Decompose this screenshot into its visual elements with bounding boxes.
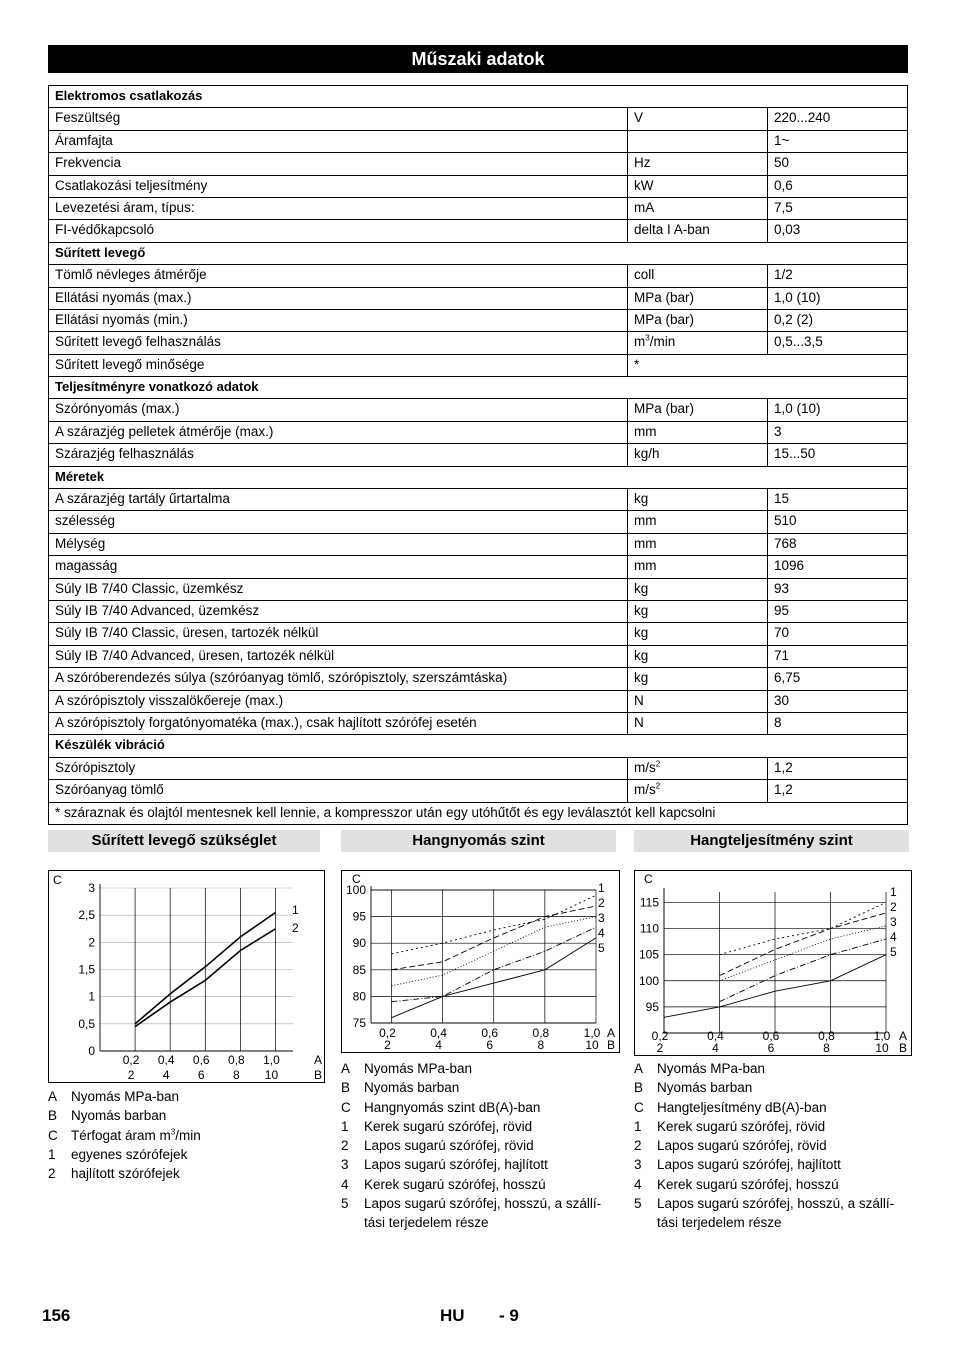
x-axis-label-primary: A: [607, 1026, 616, 1040]
chart-frame: [635, 871, 912, 1056]
spec-unit: [628, 130, 768, 152]
spec-row: [49, 175, 908, 197]
spec-row: [49, 287, 908, 309]
legend-item: [48, 1126, 318, 1145]
spec-label: A szárazjég pelletek átmérője (max.): [49, 421, 628, 443]
y-tick-label: 0: [88, 1044, 95, 1058]
x-tick-label-primary: 0,2: [122, 1053, 140, 1067]
chart-air-consumption: [48, 870, 326, 1085]
y-tick-label: 1: [88, 989, 95, 1004]
series-label: 2: [292, 921, 299, 935]
legend-key: 4: [341, 1176, 349, 1192]
x-tick-label-primary: 0,6: [481, 1026, 499, 1040]
legend-key: 4: [634, 1176, 642, 1192]
legend-text: Kerek sugarú szórófej, hosszú: [364, 1176, 546, 1192]
series-label: 5: [890, 945, 897, 959]
legend-item: [48, 1145, 318, 1164]
series-label: 2: [598, 896, 605, 910]
legend-item: [634, 1155, 919, 1174]
x-tick-label-primary: 1,0: [583, 1026, 601, 1040]
x-axis-label-secondary: B: [899, 1041, 908, 1055]
y-tick-label: 85: [352, 962, 366, 977]
series-label: 3: [890, 915, 897, 929]
legend-key: [341, 1213, 364, 1232]
spec-row: [49, 220, 908, 242]
spec-label: FI-védőkapcsoló: [49, 220, 628, 242]
legend-item: [634, 1059, 919, 1078]
legend-key: A: [634, 1061, 644, 1076]
spec-label: Súly IB 7/40 Classic, üzemkész: [49, 578, 628, 600]
spec-label: A szórópisztoly visszalökőereje (max.): [49, 690, 628, 712]
spec-value: 30: [768, 690, 908, 712]
spec-value: 510: [768, 511, 908, 533]
legend-text: Hangnyomás szint dB(A)-ban: [364, 1099, 541, 1115]
x-tick-label-primary: 0,8: [228, 1053, 245, 1067]
spec-unit: N: [628, 712, 768, 734]
spec-value: 1,2: [768, 780, 908, 802]
spec-label: szélesség: [49, 511, 628, 533]
legend-text: hajlított szórófejek: [71, 1166, 180, 1182]
spec-unit: kg: [628, 489, 768, 511]
spec-unit: kg: [628, 578, 768, 600]
y-tick-label: 95: [352, 909, 366, 924]
series-label: 3: [598, 911, 605, 925]
legend-key: B: [48, 1108, 58, 1124]
spec-label: Mélység: [49, 533, 628, 555]
spec-row: [49, 421, 908, 443]
spec-row: [49, 108, 908, 130]
spec-label: Tömlő névleges átmérője: [49, 265, 628, 287]
spec-unit: *: [628, 354, 908, 376]
spec-row: [49, 197, 908, 219]
x-tick-label-secondary: 10: [585, 1038, 599, 1052]
legend-item: [341, 1117, 626, 1136]
spec-unit: mm: [628, 556, 768, 578]
legend-text: Nyomás barban: [71, 1108, 167, 1124]
spec-value: 3: [768, 421, 908, 443]
spec-row: [49, 757, 908, 779]
x-tick-label-primary: 1,0: [263, 1053, 280, 1067]
legend-text: Lapos sugarú szórófej, rövid: [657, 1138, 827, 1154]
legend-air: [48, 1087, 318, 1183]
spec-unit: kW: [628, 175, 768, 197]
legend-key: 2: [48, 1166, 56, 1182]
spec-label: Sűrített levegő minősége: [49, 354, 628, 376]
legend-key: A: [341, 1061, 351, 1076]
legend-item: [48, 1164, 318, 1183]
legend-text: Kerek sugarú szórófej, rövid: [657, 1118, 826, 1134]
legend-text: Lapos sugarú szórófej, hosszú, a szállí-: [364, 1196, 602, 1212]
legend-text: Kerek sugarú szórófej, hosszú: [657, 1176, 839, 1192]
spec-value: 1/2: [768, 265, 908, 287]
legend-item: [341, 1175, 626, 1194]
legend-text: Nyomás MPa-ban: [364, 1061, 473, 1076]
x-tick-label-secondary: 6: [767, 1041, 775, 1055]
x-tick-label-primary: 0,8: [818, 1029, 835, 1043]
legend-text: Nyomás MPa-ban: [657, 1061, 766, 1076]
spec-value: 7,5: [768, 197, 908, 219]
legend-key: 2: [634, 1138, 642, 1154]
legend-item: [634, 1098, 919, 1117]
spec-label: Ellátási nyomás (min.): [49, 309, 628, 331]
series-label: 4: [598, 926, 605, 940]
x-tick-label-primary: 0,4: [430, 1026, 447, 1040]
spec-label: Levezetési áram, típus:: [49, 197, 628, 219]
legend-text: Lapos sugarú szórófej, hajlított: [364, 1157, 548, 1173]
y-tick-label: 110: [639, 921, 659, 936]
page-number: 156: [42, 1306, 71, 1325]
series-label: 1: [292, 903, 299, 917]
legend-item: [341, 1136, 626, 1155]
x-tick-label-secondary: 2: [384, 1038, 391, 1052]
spec-label: Súly IB 7/40 Classic, üresen, tartozék nélkül: [49, 623, 628, 645]
spec-value: 1096: [768, 556, 908, 578]
legend-text: tási terjedelem része: [364, 1215, 489, 1231]
legend-text: Nyomás barban: [657, 1080, 753, 1096]
spec-unit: Hz: [628, 153, 768, 175]
legend-text: egyenes szórófejek: [71, 1146, 188, 1162]
spec-unit: delta I A-ban: [628, 220, 768, 242]
section-heading: Méretek: [49, 466, 908, 488]
x-tick-label-secondary: 8: [823, 1041, 830, 1055]
spec-value: 0,5...3,5: [768, 332, 908, 354]
spec-row: [49, 623, 908, 645]
y-tick-label: 100: [638, 973, 659, 988]
section-heading: Elektromos csatlakozás: [49, 86, 908, 108]
spec-row: [49, 780, 908, 802]
legend-sound-pressure: [341, 1059, 626, 1233]
y-axis-label: C: [53, 873, 62, 887]
spec-unit: coll: [628, 265, 768, 287]
legend-key: 3: [341, 1157, 349, 1173]
legend-text: Lapos sugarú szórófej, rövid: [364, 1138, 534, 1154]
legend-text: Nyomás MPa-ban: [71, 1089, 180, 1104]
spec-value: 0,2 (2): [768, 309, 908, 331]
spec-unit: $m/s^2$: [628, 757, 768, 779]
spec-value: 70: [768, 623, 908, 645]
spec-value: 1~: [768, 130, 908, 152]
x-tick-label-secondary: 6: [486, 1038, 494, 1052]
spec-value: 6,75: [768, 668, 908, 690]
legend-key: B: [341, 1080, 351, 1096]
spec-row: [49, 354, 908, 376]
y-tick-label: 105: [638, 947, 659, 962]
spec-label: A szórópisztoly forgatónyomatéka (max.), csak hajlított szórófej esetén: [49, 712, 628, 734]
legend-item: [634, 1136, 919, 1155]
legend-item: [634, 1117, 919, 1136]
spec-unit: V: [628, 108, 768, 130]
spec-unit: kg: [628, 600, 768, 622]
spec-value: 71: [768, 645, 908, 667]
spec-row: [49, 309, 908, 331]
spec-unit: mm: [628, 533, 768, 555]
spec-value: 95: [768, 600, 908, 622]
legend-text: Kerek sugarú szórófej, rövid: [364, 1118, 533, 1134]
legend-text: Térfogat áram $m^3/\min$: [71, 1127, 201, 1143]
spec-unit: N: [628, 690, 768, 712]
series-label: 2: [890, 900, 897, 914]
chart-sound-pressure: [341, 870, 621, 1055]
spec-unit: kg: [628, 623, 768, 645]
y-tick-label: 115: [639, 895, 659, 910]
chart-sound-power: [634, 870, 914, 1058]
x-tick-label-primary: 0,2: [651, 1029, 669, 1043]
spec-row: [49, 533, 908, 555]
legend-item: [341, 1155, 626, 1174]
legend-text: Nyomás barban: [364, 1080, 460, 1096]
x-tick-label-secondary: 8: [233, 1068, 240, 1082]
x-tick-label-secondary: 8: [537, 1038, 545, 1052]
spec-row: [49, 668, 908, 690]
spec-label: Sűrített levegő felhasználás: [49, 332, 628, 354]
footer-language-page: - 9: [499, 1306, 519, 1325]
spec-label: Áramfajta: [49, 130, 628, 152]
spec-label: Csatlakozási teljesítmény: [49, 175, 628, 197]
spec-label: Szórópisztoly: [49, 757, 628, 779]
y-tick-label: 2,5: [78, 908, 95, 923]
spec-unit: $m/s^2$: [628, 780, 768, 802]
spec-value: 768: [768, 533, 908, 555]
y-tick-label: 2: [88, 935, 95, 950]
spec-unit: kg/h: [628, 444, 768, 466]
legend-item: [341, 1078, 626, 1097]
section-heading: Készülék vibráció: [49, 735, 908, 757]
spec-label: Ellátási nyomás (max.): [49, 287, 628, 309]
spec-label: Szórónyomás (max.): [49, 399, 628, 421]
x-axis-label-secondary: B: [607, 1038, 616, 1052]
spec-unit: MPa (bar): [628, 399, 768, 421]
x-tick-label-secondary: 4: [712, 1041, 719, 1055]
spec-row: [49, 265, 908, 287]
x-axis-label-secondary: B: [314, 1068, 323, 1082]
graph-heading-sound-pressure: Hangnyomás szint: [341, 830, 616, 852]
spec-row: [49, 153, 908, 175]
x-tick-label-primary: 0,2: [379, 1026, 396, 1040]
y-tick-label: 0,5: [78, 1016, 95, 1031]
spec-unit: mm: [628, 421, 768, 443]
spec-row: [49, 130, 908, 152]
spec-unit: mm: [628, 511, 768, 533]
y-tick-label: 1,5: [78, 962, 95, 977]
spec-unit: kg: [628, 668, 768, 690]
legend-item: [634, 1078, 919, 1097]
section-heading: Sűrített levegő: [49, 242, 908, 264]
y-tick-label: 95: [645, 999, 659, 1014]
spec-value: 15...50: [768, 444, 908, 466]
series-label: 5: [598, 941, 605, 955]
y-tick-label: 3: [88, 881, 95, 895]
spec-table: [48, 85, 908, 825]
x-tick-label-secondary: 10: [875, 1041, 889, 1055]
legend-key: 1: [634, 1118, 642, 1134]
graph-heading-sound-power: Hangteljesítmény szint: [634, 830, 909, 852]
footnote: * száraznak és olajtól mentesnek kell lennie, a kompresszor után egy utóhűtőt és egy leválasztót kell kapcsolni: [49, 802, 908, 824]
x-tick-label-secondary: 2: [127, 1068, 135, 1082]
page-title: Műszaki adatok: [48, 45, 908, 73]
series-label: 1: [598, 881, 605, 895]
legend-key: C: [341, 1099, 351, 1115]
spec-row: [49, 600, 908, 622]
x-tick-label-secondary: 10: [264, 1068, 279, 1082]
series-label: 1: [890, 885, 897, 899]
y-axis-label: C: [352, 872, 361, 886]
x-tick-label-primary: 0,4: [157, 1053, 175, 1067]
spec-row: [49, 399, 908, 421]
y-tick-label: 75: [352, 1016, 366, 1030]
x-tick-label-primary: 0,6: [192, 1053, 210, 1067]
spec-value: 93: [768, 578, 908, 600]
legend-key: C: [48, 1127, 58, 1143]
series-label: 4: [890, 930, 897, 944]
spec-value: 8: [768, 712, 908, 734]
legend-text: Lapos sugarú szórófej, hajlított: [657, 1157, 841, 1173]
spec-value: 1,2: [768, 757, 908, 779]
legend-key: C: [634, 1099, 644, 1115]
legend-item: [341, 1059, 626, 1078]
spec-label: Súly IB 7/40 Advanced, üresen, tartozék nélkül: [49, 645, 628, 667]
legend-key: 1: [48, 1146, 56, 1162]
spec-label: Szóróanyag tömlő: [49, 780, 628, 802]
graph-heading-air: Sűrített levegő szükséglet: [48, 830, 320, 852]
spec-value: 50: [768, 153, 908, 175]
legend-item: [634, 1194, 919, 1213]
y-tick-label: 80: [352, 989, 366, 1004]
spec-value: 0,6: [768, 175, 908, 197]
legend-key: 1: [341, 1118, 349, 1134]
x-tick-label-secondary: 4: [435, 1038, 442, 1052]
legend-item: [634, 1213, 919, 1232]
legend-text: Hangteljesítmény dB(A)-ban: [657, 1099, 827, 1115]
spec-row: [49, 444, 908, 466]
spec-value: 1,0 (10): [768, 399, 908, 421]
spec-label: Frekvencia: [49, 153, 628, 175]
legend-text: tási terjedelem része: [657, 1215, 782, 1231]
spec-label: magasság: [49, 556, 628, 578]
section-heading: Teljesítményre vonatkozó adatok: [49, 377, 908, 399]
x-axis-label-primary: A: [314, 1053, 323, 1067]
spec-unit: MPa (bar): [628, 309, 768, 331]
x-tick-label-primary: 1,0: [873, 1029, 891, 1043]
spec-row: [49, 511, 908, 533]
y-tick-label: 90: [352, 936, 366, 951]
spec-label: Súly IB 7/40 Advanced, üzemkész: [49, 600, 628, 622]
spec-value: 0,03: [768, 220, 908, 242]
legend-item: [634, 1175, 919, 1194]
x-axis-label-primary: A: [899, 1029, 908, 1043]
legend-key: A: [48, 1089, 58, 1104]
spec-row: [49, 489, 908, 511]
spec-row: [49, 556, 908, 578]
y-axis-label: C: [644, 872, 653, 886]
spec-label: Feszültség: [49, 108, 628, 130]
legend-key: [634, 1213, 657, 1232]
legend-key: 3: [634, 1157, 642, 1173]
x-tick-label-secondary: 2: [656, 1041, 664, 1055]
spec-unit: $m^3/\min$: [628, 332, 768, 354]
spec-value: 220...240: [768, 108, 908, 130]
spec-label: A szóróberendezés súlya (szóróanyag tömlő, szórópisztoly, szerszámtáska): [49, 668, 628, 690]
legend-item: [341, 1213, 626, 1232]
spec-unit: kg: [628, 645, 768, 667]
spec-label: A szárazjég tartály űrtartalma: [49, 489, 628, 511]
spec-unit: MPa (bar): [628, 287, 768, 309]
spec-value: 15: [768, 489, 908, 511]
spec-row: [49, 645, 908, 667]
x-tick-label-primary: 0,4: [707, 1029, 724, 1043]
spec-unit: mA: [628, 197, 768, 219]
spec-row: [49, 332, 908, 354]
spec-row: [49, 690, 908, 712]
legend-key: B: [634, 1080, 644, 1096]
legend-key: 5: [634, 1196, 642, 1212]
footer-language: HU: [440, 1306, 465, 1325]
spec-row: [49, 578, 908, 600]
legend-item: [48, 1106, 318, 1125]
legend-text: Lapos sugarú szórófej, hosszú, a szállí-: [657, 1196, 895, 1212]
legend-key: 5: [341, 1196, 349, 1212]
x-tick-label-secondary: 6: [197, 1068, 205, 1082]
x-tick-label-primary: 0,8: [532, 1026, 550, 1040]
legend-sound-power: [634, 1059, 919, 1233]
x-tick-label-secondary: 4: [162, 1068, 170, 1082]
x-tick-label-primary: 0,6: [762, 1029, 780, 1043]
legend-item: [48, 1087, 318, 1106]
legend-key: 2: [341, 1138, 349, 1154]
spec-row: [49, 712, 908, 734]
y-tick-label: 100: [345, 883, 366, 897]
spec-label: Szárazjég felhasználás: [49, 444, 628, 466]
legend-item: [341, 1098, 626, 1117]
spec-value: 1,0 (10): [768, 287, 908, 309]
legend-item: [341, 1194, 626, 1213]
